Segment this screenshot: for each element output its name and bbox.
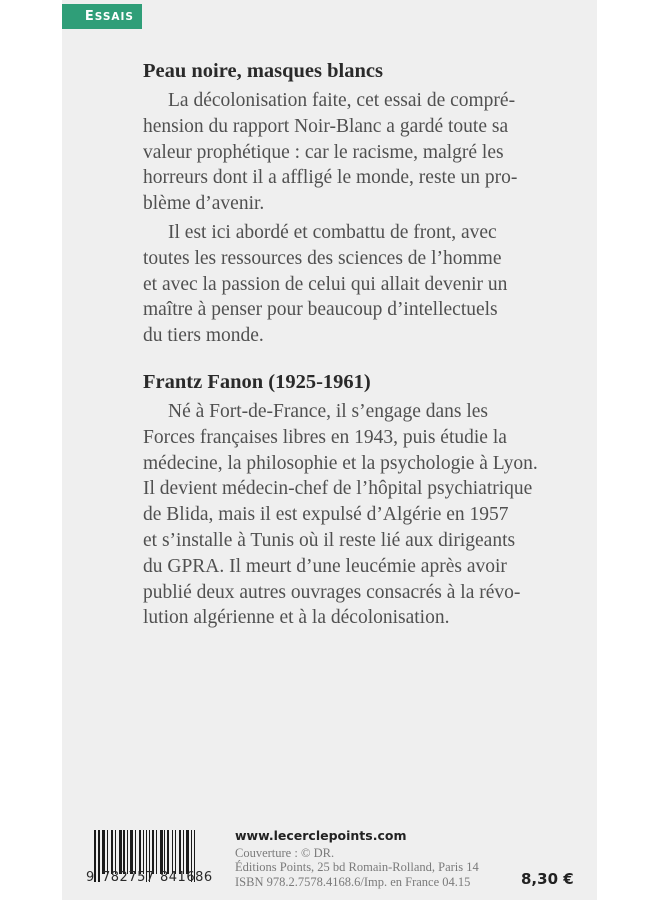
bio-line: Forces françaises libres en 1943, puis étudie la [143, 426, 507, 448]
bio-line: du GPRA. Il meurt d’une leucémie après avoir [143, 555, 507, 577]
author-section [143, 369, 588, 631]
book-title: Peau noire, masques blancs [143, 60, 383, 82]
barcode-group-2: 841686 [160, 870, 213, 885]
author-heading: Frantz Fanon (1925-1961) [143, 371, 371, 393]
book-back-cover [62, 0, 597, 900]
barcode-bars [88, 830, 195, 874]
summary-line: La décolonisation faite, cet essai de compré- [168, 90, 516, 111]
collection-badge [62, 4, 142, 29]
summary-line: horreurs dont il a affligé le monde, reste un pro- [143, 167, 518, 189]
publisher-info [235, 829, 479, 889]
cover-credit: Couverture : © DR. [235, 845, 335, 860]
bio-line: publié deux autres ouvrages consacrés à la révo- [143, 581, 521, 603]
website-link[interactable]: www.lecerclepoints.com [235, 828, 407, 843]
summary-line: du tiers monde. [143, 325, 264, 347]
summary-line: toutes les ressources des sciences de l’homme [143, 247, 502, 269]
author-bio [143, 399, 588, 631]
bio-line: médecine, la philosophie et la psychologie à Lyon. [143, 452, 538, 474]
bio-line: lution algérienne et à la décolonisation. [143, 607, 450, 629]
bio-line: Il devient médecin-chef de l’hôpital psychiatrique [143, 478, 533, 500]
barcode-first-digit: 9 [86, 870, 95, 885]
isbn-barcode [88, 830, 220, 888]
summary-paragraph-1 [143, 88, 588, 217]
bio-line: et s’installe à Tunis où il reste lié aux dirigeants [143, 529, 516, 551]
summary-line: valeur prophétique : car le racisme, malgré les [143, 141, 504, 163]
summary-line: maître à penser pour beaucoup d’intellectuels [143, 299, 498, 321]
bio-line: Né à Fort-de-France, il s’engage dans les [168, 401, 489, 422]
summary-line: blème d’avenir. [143, 193, 265, 215]
badge-rest: SSAIS [94, 10, 134, 23]
bio-line: de Blida, mais il est expulsé d’Algérie en 1957 [143, 504, 509, 526]
summary-paragraph-2 [143, 220, 588, 349]
summary-line: Il est ici abordé et combattu de front, avec [168, 221, 497, 243]
summary-line: hension du rapport Noir-Blanc a gardé toute sa [143, 115, 509, 137]
price-label: 8,30 € [521, 870, 574, 888]
book-summary-section [143, 58, 588, 349]
barcode-group-1: 782757 [102, 870, 155, 885]
publisher-address: Éditions Points, 25 bd Romain-Rolland, Paris 14 [235, 860, 479, 874]
summary-line: et avec la passion de celui qui allait devenir un [143, 273, 508, 295]
badge-initial: E [84, 9, 95, 24]
isbn-line: ISBN 978.2.7578.4168.6/Imp. en France 04.15 [235, 874, 471, 889]
